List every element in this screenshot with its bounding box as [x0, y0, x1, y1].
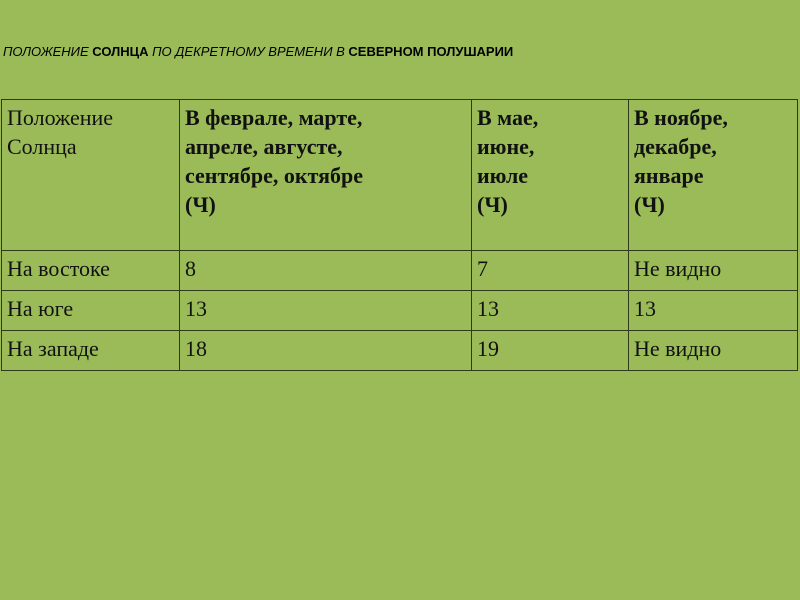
table-cell: 7: [472, 251, 629, 291]
sun-position-table: [1, 99, 798, 371]
table-cell: На юге: [2, 291, 180, 331]
table-cell: 13: [472, 291, 629, 331]
title-part-2: СОЛНЦА: [92, 44, 149, 59]
header-line: январе: [634, 163, 704, 188]
title-part-4: СЕВЕРНОМ ПОЛУШАРИИ: [348, 44, 514, 59]
header-cell-position: [2, 100, 180, 251]
table-cell: На востоке: [2, 251, 180, 291]
table-cell: 13: [180, 291, 472, 331]
table-row-west: [2, 331, 798, 371]
table-row-south: [2, 291, 798, 331]
header-line: (Ч): [185, 192, 216, 217]
header-line: В феврале, марте,: [185, 105, 363, 130]
table-cell: На западе: [2, 331, 180, 371]
table-cell: Не видно: [629, 251, 798, 291]
header-line: Положение: [7, 105, 114, 130]
header-line: (Ч): [634, 192, 665, 217]
header-line: декабре,: [634, 134, 717, 159]
table-cell: 18: [180, 331, 472, 371]
header-line: (Ч): [477, 192, 508, 217]
header-line: В мае,: [477, 105, 539, 130]
header-line: сентябре, октябре: [185, 163, 363, 188]
table-cell: 13: [629, 291, 798, 331]
header-cell-summer: [472, 100, 629, 251]
header-line: июле: [477, 163, 529, 188]
table-row-east: [2, 251, 798, 291]
slide-title: [3, 42, 797, 62]
header-line: Солнца: [7, 134, 77, 159]
table-cell: 19: [472, 331, 629, 371]
header-line: июне,: [477, 134, 535, 159]
header-cell-winter: [629, 100, 798, 251]
header-line: апреле, августе,: [185, 134, 343, 159]
table-cell: Не видно: [629, 331, 798, 371]
header-line: В ноябре,: [634, 105, 728, 130]
header-cell-spring-autumn: [180, 100, 472, 251]
title-part-3: ПО ДЕКРЕТНОМУ ВРЕМЕНИ В: [148, 44, 349, 59]
table-cell: 8: [180, 251, 472, 291]
title-part-1: ПОЛОЖЕНИЕ: [3, 44, 93, 59]
table-header-row: [2, 100, 798, 251]
